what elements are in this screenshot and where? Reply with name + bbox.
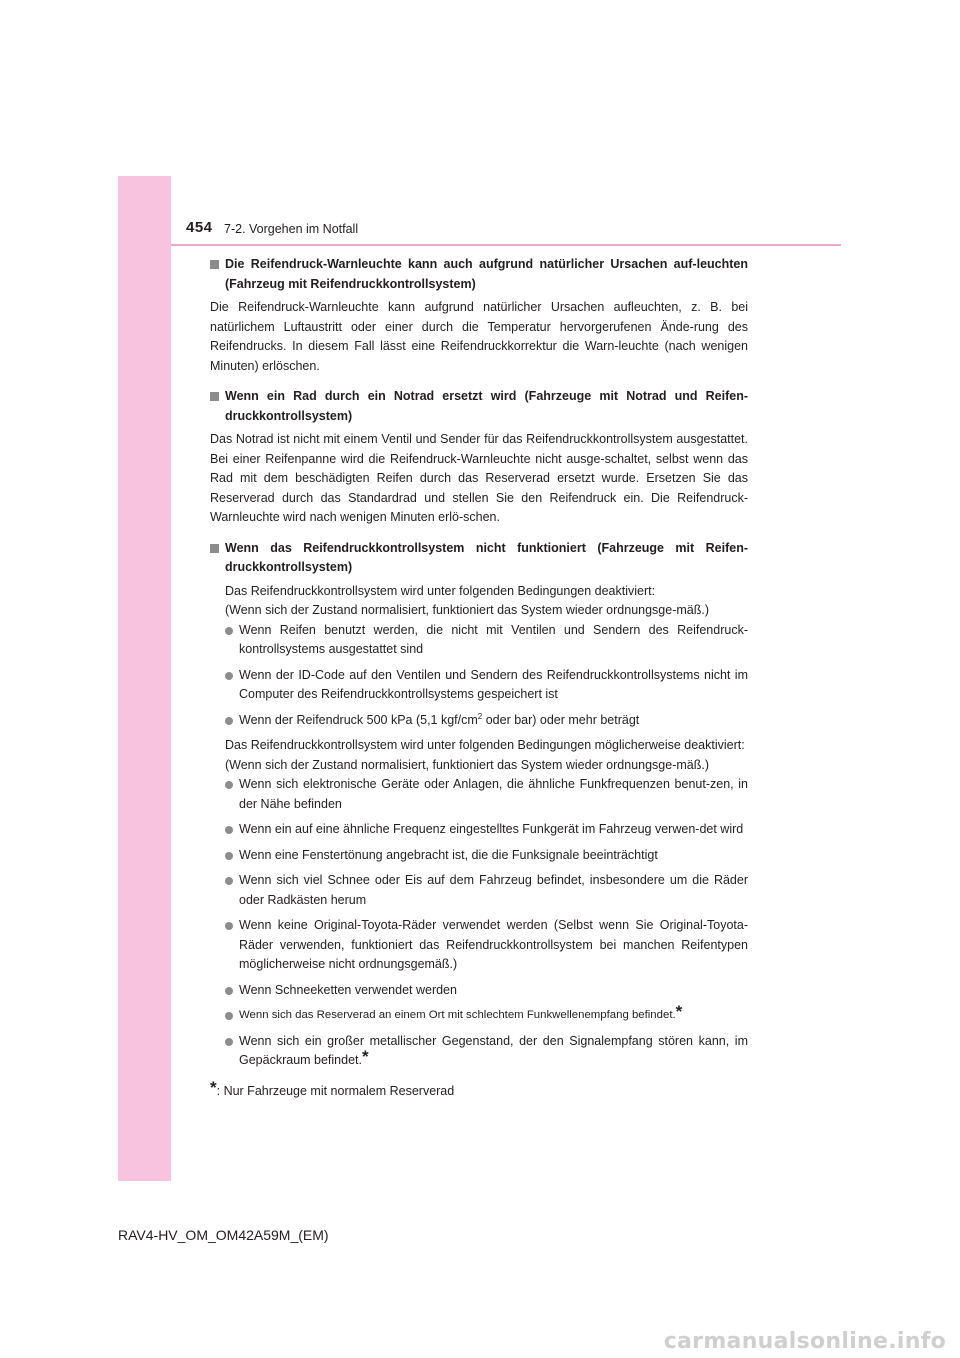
asterisk-mark: * [210, 1077, 217, 1097]
watermark-logo: carmanualsonline.info [663, 1329, 946, 1354]
chapter-sidebar-tab [118, 176, 171, 1181]
bullet-dot-icon [225, 1038, 233, 1046]
section-system-not-working [210, 539, 748, 1071]
document-code: RAV4-HV_OM_OM42A59M_(EM) [118, 1227, 329, 1243]
list-item: Wenn ein auf eine ähnliche Frequenz eingestelltes Funkgerät im Fahrzeug verwen-det wird [225, 820, 748, 840]
list-item: Wenn sich das Reserverad an einem Ort mit schlechtem Funkwellenempfang befindet.* [225, 1006, 748, 1026]
page-number: 454 [186, 219, 213, 236]
bullet-dot-icon [225, 1012, 233, 1020]
square-bullet-icon [210, 392, 219, 401]
list-item: Wenn eine Fenstertönung angebracht ist, die die Funksignale beeinträchtigt [225, 846, 748, 866]
header-rule [171, 244, 841, 246]
paragraph: (Wenn sich der Zustand normalisiert, funktioniert das System wieder ordnungsge-mäß.) [225, 603, 710, 617]
section-spare-tire [210, 387, 748, 528]
list-item: Wenn der ID-Code auf den Ventilen und Sendern des Reifendruckkontrollsystems nicht im Computer des Reifendruckkontrollsystems gespeichert ist [225, 666, 748, 705]
list-item: Wenn der Reifendruck 500 kPa (5,1 kgf/$cm^2$ oder bar) oder mehr beträgt [225, 711, 748, 731]
section-body: Die Reifendruck-Warnleuchte kann aufgrund natürlicher Ursachen aufleuchten, z. B. bei natürlichem Luftaustritt oder einer durch die Temperatur hervorgerufenen Ände-rung des Reifendrucks. In diesem Fall lässt eine Reifendruckkorrektur die Warn-leuchte (nach wenigen Minuten) erlöschen. [210, 300, 748, 373]
square-bullet-icon [210, 544, 219, 553]
bullet-dot-icon [225, 852, 233, 860]
list-item: Wenn Schneeketten verwendet werden [225, 981, 748, 1001]
bullet-dot-icon [225, 717, 233, 725]
bullet-dot-icon [225, 922, 233, 930]
section-natural-causes [210, 255, 748, 376]
section-heading: Wenn ein Rad durch ein Notrad ersetzt wird (Fahrzeuge mit Notrad und Reifen-druckkontrollsystem) [210, 387, 748, 426]
page-content [210, 255, 748, 1101]
list-item: Wenn sich ein großer metallischer Gegenstand, der den Signalempfang stören kann, im Gepäckraum befindet.* [225, 1032, 748, 1071]
paragraph: Das Reifendruckkontrollsystem wird unter folgenden Bedingungen möglicherweise deaktiviert: [225, 738, 745, 752]
bullet-dot-icon [225, 672, 233, 680]
bullet-dot-icon [225, 826, 233, 834]
chapter-title: 7-2. Vorgehen im Notfall [224, 222, 359, 236]
section-heading: Die Reifendruck-Warnleuchte kann auch aufgrund natürlicher Ursachen auf-leuchten (Fahrzeug mit Reifendruckkontrollsystem) [210, 255, 748, 294]
bullet-dot-icon [225, 987, 233, 995]
list-item: Wenn keine Original-Toyota-Räder verwendet werden (Selbst wenn Sie Original-Toyota-Räder verwenden, funktioniert das Reifendruckkontrollsystem bei manchen Reifentypen möglicherweise nicht ordnungsgemäß.) [225, 916, 748, 975]
list-item: Wenn Reifen benutzt werden, die nicht mit Ventilen und Sendern des Reifendruck-kontrollsystems ausgestattet sind [225, 621, 748, 660]
bullet-dot-icon [225, 781, 233, 789]
list-item: Wenn sich elektronische Geräte oder Anlagen, die ähnliche Funkfrequenzen benut-zen, in der Nähe befinden [225, 775, 748, 814]
paragraph: Das Reifendruckkontrollsystem wird unter folgenden Bedingungen deaktiviert: [225, 583, 656, 598]
asterisk-mark: * [362, 1047, 369, 1066]
section-heading: Wenn das Reifendruckkontrollsystem nicht funktioniert (Fahrzeuge mit Reifen-druckkontrollsystem) [210, 539, 748, 578]
paragraph: (Wenn sich der Zustand normalisiert, funktioniert das System wieder ordnungsge-mäß.) [225, 757, 710, 772]
asterisk-mark: * [675, 1002, 683, 1021]
list-item: Wenn sich viel Schnee oder Eis auf dem Fahrzeug befindet, insbesondere um die Räder oder Radkästen herum [225, 871, 748, 910]
square-bullet-icon [210, 260, 219, 269]
footnote: *: Nur Fahrzeuge mit normalem Reserverad [210, 1077, 455, 1098]
bullet-dot-icon [225, 627, 233, 635]
section-body: Das Notrad ist nicht mit einem Ventil und Sender für das Reifendruckkontrollsystem ausgestattet. Bei einer Reifenpanne wird die Reifendruck-Warnleuchte nicht ausge-schaltet, selbst wenn das Rad mit dem beschädigten Reifen durch das Reserverad ersetzt wurde. Ersetzen Sie das Reserverad durch das Standardrad und stellen Sie den Reifendruck ein. Die Reifendruck-Warnleuchte wird nach wenigen Minuten erlö-schen. [210, 432, 748, 524]
bullet-dot-icon [225, 877, 233, 885]
